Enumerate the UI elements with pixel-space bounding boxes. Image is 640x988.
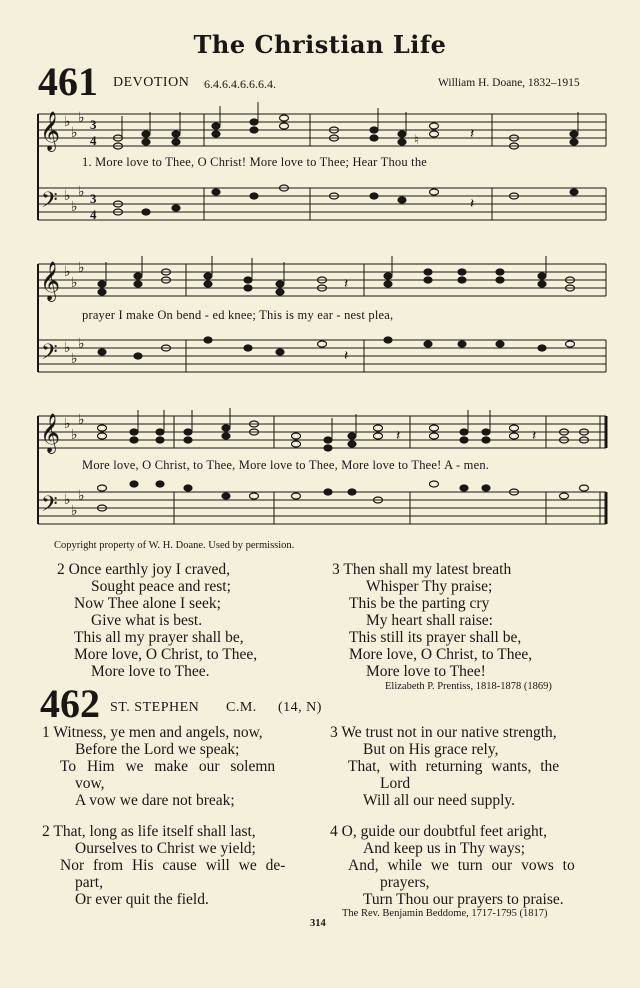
hymn-461-lyrics-line-2: prayer I make On bend - ed knee; This is my ear - nest plea, — [82, 308, 394, 322]
svg-text:𝄽: 𝄽 — [344, 348, 349, 364]
hymn-461-meter: 6.4.6.4.6.6.6.4. — [204, 77, 276, 91]
hymn-462-number: 462 — [40, 681, 100, 726]
hymn-461-author: Elizabeth P. Prentiss, 1818-1878 (1869) — [385, 681, 552, 692]
hymn-462-verse-1: 1 Witness, ye men and angels, now, Before the Lord we speak; To Him we make our solemn vow, A vow we dare not break; — [42, 724, 276, 809]
hymn-461-verse-2: 2 Once earthly joy I craved, Sought peace and rest; Now Thee alone I seek; Give what is best. This all my prayer shall be, More love, O Christ, to Thee, More love to Thee. — [57, 561, 258, 680]
svg-text:𝄽: 𝄽 — [396, 428, 401, 444]
svg-text:𝄽: 𝄽 — [470, 196, 475, 212]
treble-clef-icon: 𝄞 — [40, 111, 61, 151]
svg-text:♭: ♭ — [64, 188, 71, 204]
svg-text:4: 4 — [90, 133, 97, 148]
hymn-462-verse-2: 2 That, long as life itself shall last, Ourselves to Christ we yield; Nor from His cause will we de- part, Or ever quit the field. — [42, 823, 286, 908]
svg-text:♭: ♭ — [71, 125, 78, 141]
svg-text:♭: ♭ — [64, 264, 71, 280]
svg-text:♭: ♭ — [78, 110, 85, 126]
page-number: 314 — [310, 918, 326, 929]
copyright-notice: Copyright property of W. H. Doane. Used by permission. — [54, 540, 295, 551]
svg-text:♮: ♮ — [414, 133, 419, 148]
hymn-462-verse-3: 3 We trust not in our native strength, But on His grace rely, That, with returning wants, the Lord Will all our need supply. — [330, 724, 560, 809]
bass-clef-icon: 𝄢 — [41, 492, 58, 522]
svg-text:♭: ♭ — [78, 412, 85, 428]
page-title: The Christian Life — [193, 30, 447, 59]
svg-text:♭: ♭ — [78, 488, 85, 504]
svg-text:♭: ♭ — [78, 336, 85, 352]
bass-clef-icon: 𝄢 — [41, 340, 58, 370]
hymn-462-reference: (14, N) — [278, 700, 322, 715]
svg-text:♭: ♭ — [64, 340, 71, 356]
svg-text:♭: ♭ — [71, 199, 78, 215]
hymn-461-lyrics-line-1: 1. More love to Thee, O Christ! More love to Thee; Hear Thou the — [82, 155, 428, 169]
bass-clef-icon: 𝄢 — [41, 188, 58, 218]
svg-text:♭: ♭ — [64, 492, 71, 508]
hymn-461-composer: William H. Doane, 1832–1915 — [438, 77, 580, 89]
svg-text:4: 4 — [90, 207, 97, 222]
svg-text:♭: ♭ — [64, 114, 71, 130]
treble-clef-icon: 𝄞 — [40, 261, 61, 301]
svg-text:♭: ♭ — [64, 416, 71, 432]
svg-text:3: 3 — [90, 117, 97, 132]
hymn-461-lyrics-line-3: More love, O Christ, to Thee, More love to Thee, More love to Thee! A - men. — [82, 458, 490, 472]
svg-text:♭: ♭ — [71, 427, 78, 443]
hymn-461-tune-name: DEVOTION — [113, 75, 190, 90]
svg-text:♭: ♭ — [78, 184, 85, 200]
svg-text:𝄽: 𝄽 — [470, 126, 475, 142]
svg-text:3: 3 — [90, 191, 97, 206]
svg-text:♭: ♭ — [71, 351, 78, 367]
svg-text:𝄽: 𝄽 — [344, 276, 349, 292]
svg-text:♭: ♭ — [71, 275, 78, 291]
svg-text:♭: ♭ — [71, 503, 78, 519]
svg-text:𝄽: 𝄽 — [532, 428, 537, 444]
hymn-461-verse-3: 3 Then shall my latest breath Whisper Thy praise; This be the parting cry My heart shall raise: This still its prayer shall be, More love, O Christ, to Thee, More love to Thee! — [332, 561, 533, 680]
hymn-462-meter: C.M. — [226, 700, 257, 715]
hymn-462-verse-4: 4 O, guide our doubtful feet aright, And keep us in Thy ways; And, while we turn our vows to prayers, Turn Thou our prayers to praise. — [330, 823, 575, 908]
hymn-462-tune-name: ST. STEPHEN — [110, 700, 200, 715]
hymn-461-number: 461 — [38, 59, 98, 104]
svg-text:♭: ♭ — [78, 260, 85, 276]
treble-clef-icon: 𝄞 — [40, 413, 61, 453]
hymn-462-author: The Rev. Benjamin Beddome, 1717-1795 (1817) — [342, 908, 548, 919]
